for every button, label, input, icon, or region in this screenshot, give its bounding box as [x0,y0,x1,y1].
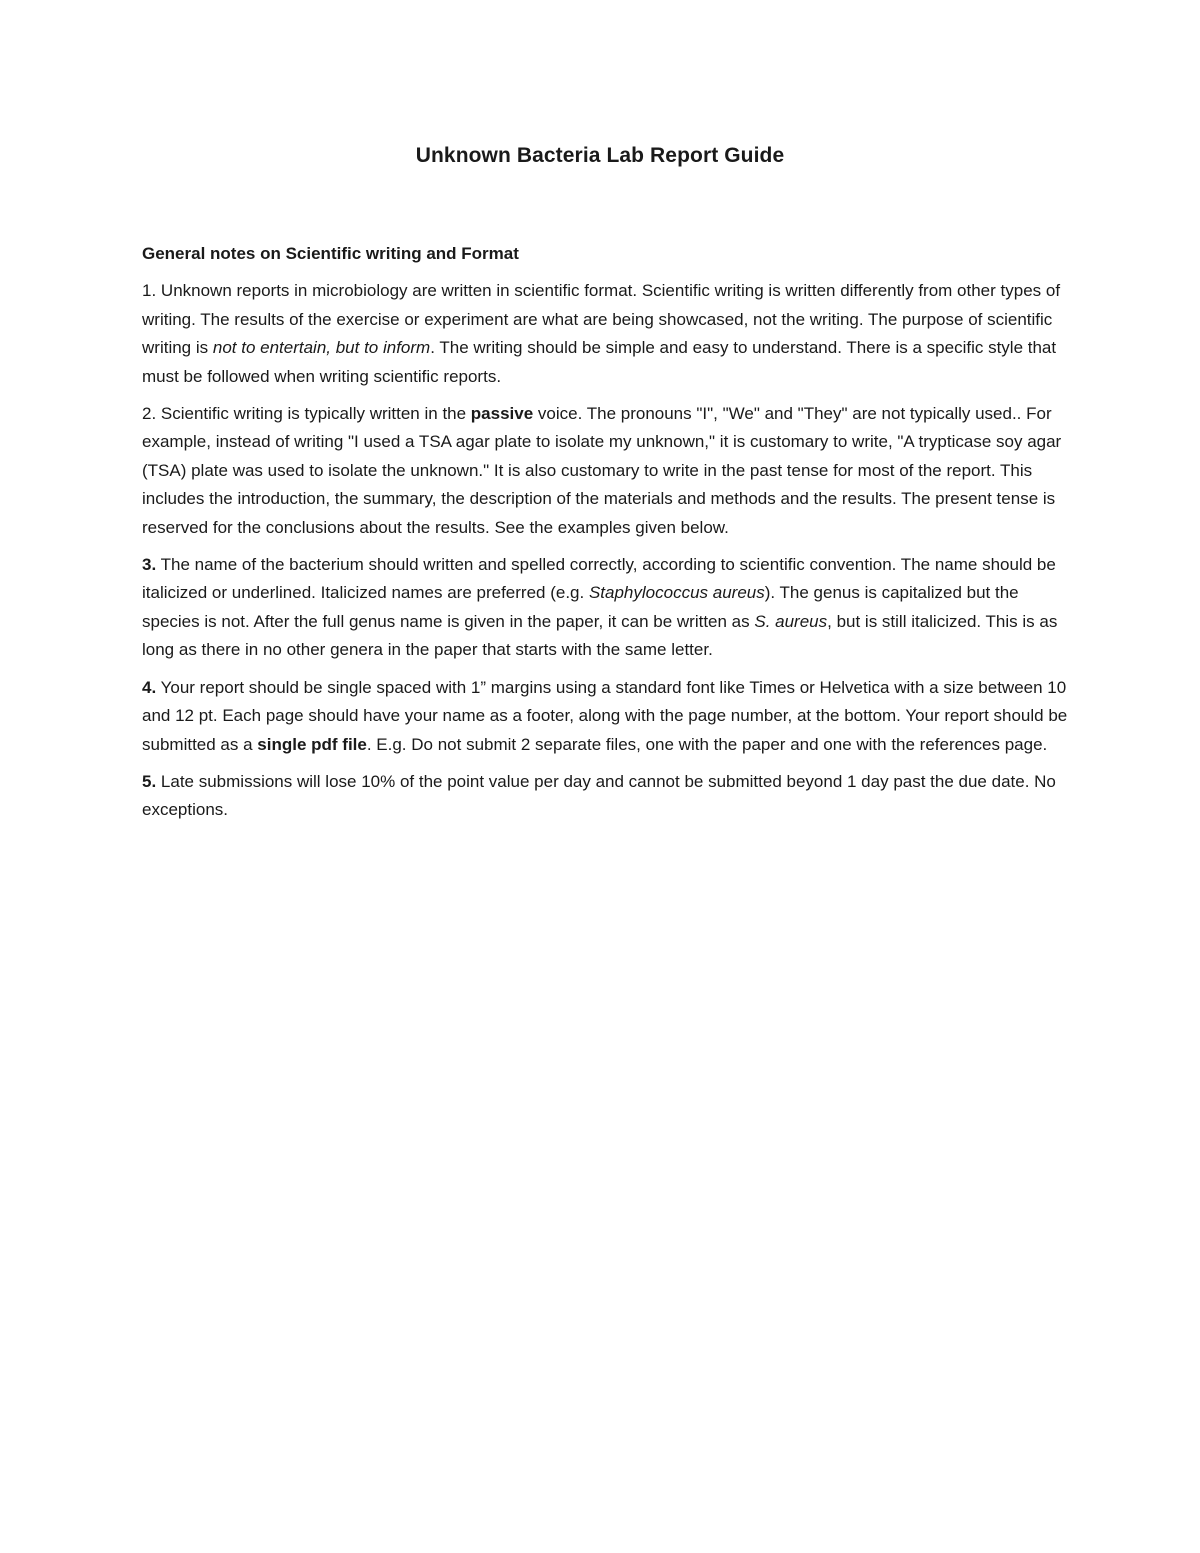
document-title: Unknown Bacteria Lab Report Guide [415,144,785,167]
paragraph-1 [142,277,1072,391]
paragraph-text: . The writing should be simple and easy to understand. There is a specific style that must be followed when writing scientific reports. [142,338,1057,386]
paragraph-text: Scientific writing is typically written in the [156,404,471,424]
paragraph-text: Your report should be single spaced with 1” margins using a standard font like Times or Helvetica with a size between 10 and 12 pt. Each page should have your name as a footer, along with the page number, at the bottom. Your report should be submitted as a [142,677,1068,754]
paragraph-number: 2. [142,404,157,424]
paragraph-number: 3. [142,555,157,575]
italic-text: S. aureus [754,611,828,631]
paragraph-text: ). The genus is capitalized but the species is not. After the full genus name is given in the paper, it can be written as [142,583,1019,631]
paragraph-number: 1. [142,281,157,301]
paragraph-2 [142,400,1072,542]
section-heading: General notes on Scientific writing and Format [142,244,519,263]
paragraph-5 [142,768,1072,825]
paragraph-number: 5. [142,771,157,791]
paragraph-3 [142,551,1072,665]
paragraph-4 [142,674,1072,759]
bold-text: passive [470,404,534,424]
italic-text: Staphylococcus aureus [588,583,765,603]
paragraph-text: . E.g. Do not submit 2 separate files, one with the paper and one with the references page. [366,734,1048,754]
paragraph-text: Unknown reports in microbiology are written in scientific format. Scientific writing is written differently from other types of writing. The results of the exercise or experiment are what are being showcased, not the writing. The purpose of scientific writing is [142,281,1061,358]
italic-text: not to entertain, but to inform [212,338,431,358]
paragraph-text: Late submissions will lose 10% of the point value per day and cannot be submitted beyond 1 day past the due date. No exceptions. [142,771,1056,820]
paragraph-text: The name of the bacterium should written and spelled correctly, according to scientific convention. The name should be italicized or underlined. Italicized names are preferred (e.g. [142,555,1056,603]
paragraph-number: 4. [142,677,157,697]
document-body [142,240,1072,834]
bold-text: single pdf file [257,734,367,754]
paragraph-text: , but is still italicized. This is as long as there in no other genera in the paper that starts with the same letter. [142,611,1058,660]
paragraph-text: voice. The pronouns "I", "We" and "They" are not typically used.. For example, instead of writing "I used a TSA agar plate to isolate my unknown," it is customary to write, "A trypticase soy agar (TSA) plate was used to isolate the unknown." It is also customary to write in the past tense for most of the report. This includes the introduction, the summary, the description of the materials and methods and the results. The present tense is reserved for the conclusions about the results. See the examples given below. [142,404,1062,537]
